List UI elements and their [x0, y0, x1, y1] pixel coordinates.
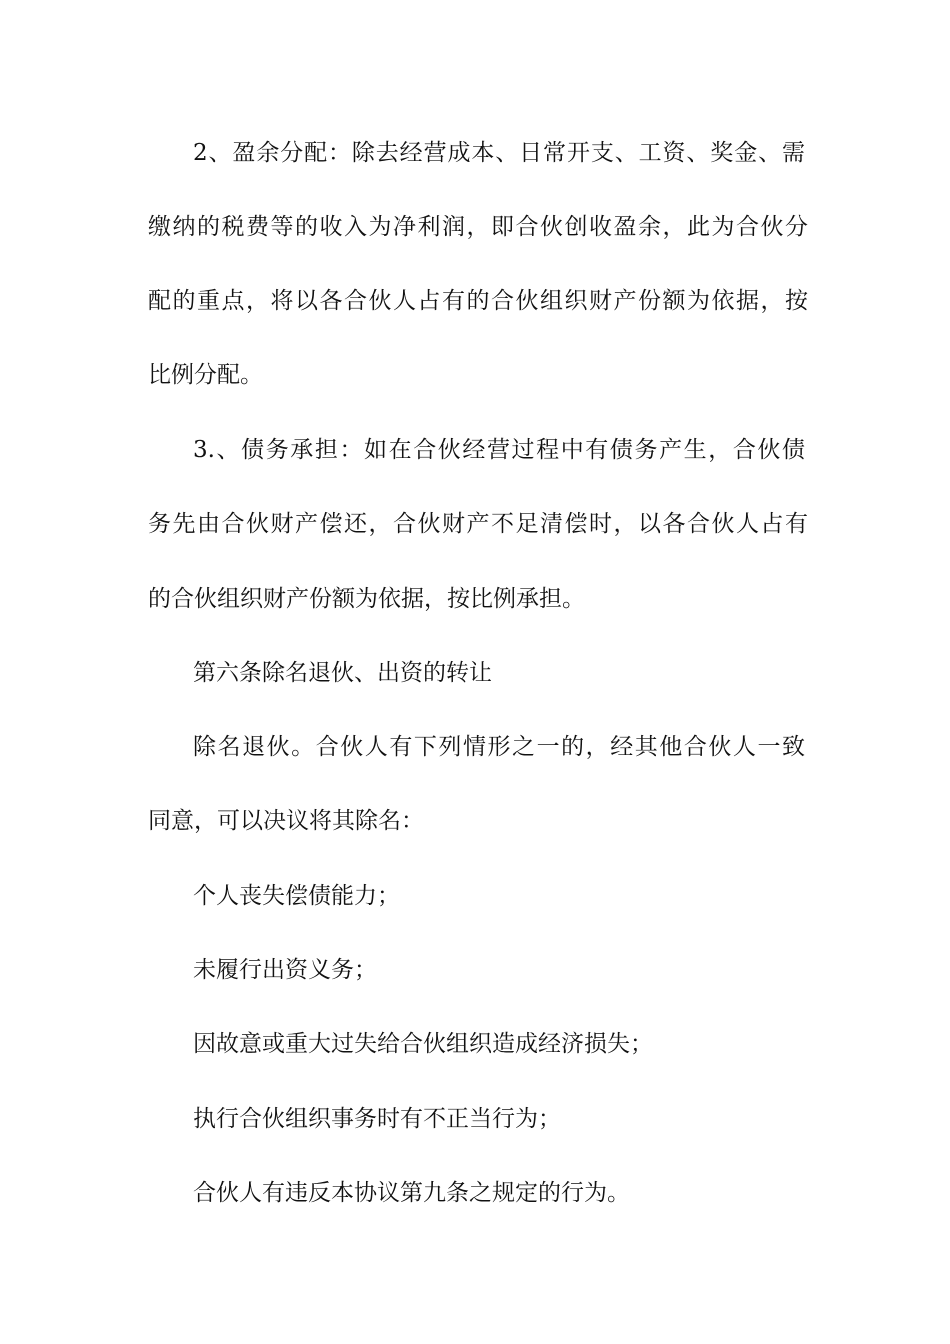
list-item-article-nine-violation: 合伙人有违反本协议第九条之规定的行为。 — [193, 1180, 630, 1206]
article-six-heading: 第六条除名退伙、出资的转让 — [193, 660, 492, 686]
list-item-insolvency: 个人丧失偿债能力； — [193, 883, 400, 909]
paragraph-expulsion-line-2: 同意，可以决议将其除名： — [148, 808, 424, 834]
paragraph-debt-line-2: 务先由合伙财产偿还，合伙财产不足清偿时，以各合伙人占有 — [148, 511, 808, 537]
paragraph-surplus-distribution-line-3: 配的重点，将以各合伙人占有的合伙组织财产份额为依据，按 — [148, 288, 808, 314]
paragraph-surplus-distribution-line-2: 缴纳的税费等的收入为净利润，即合伙创收盈余，此为合伙分 — [148, 214, 808, 240]
list-item-capital-obligation: 未履行出资义务； — [193, 957, 377, 983]
list-item-economic-loss: 因故意或重大过失给合伙组织造成经济损失； — [193, 1031, 653, 1057]
paragraph-surplus-distribution-line-1: 2、盈余分配：除去经营成本、日常开支、工资、奖金、需 — [193, 140, 805, 166]
list-item-improper-conduct: 执行合伙组织事务时有不正当行为； — [193, 1106, 561, 1132]
paragraph-debt-line-3: 的合伙组织财产份额为依据，按比例承担。 — [148, 586, 585, 612]
paragraph-expulsion-line-1: 除名退伙。合伙人有下列情形之一的，经其他合伙人一致 — [193, 734, 805, 760]
paragraph-surplus-distribution-line-4: 比例分配。 — [148, 362, 263, 388]
paragraph-debt-line-1: 3.、债务承担：如在合伙经营过程中有债务产生，合伙债 — [193, 437, 805, 463]
